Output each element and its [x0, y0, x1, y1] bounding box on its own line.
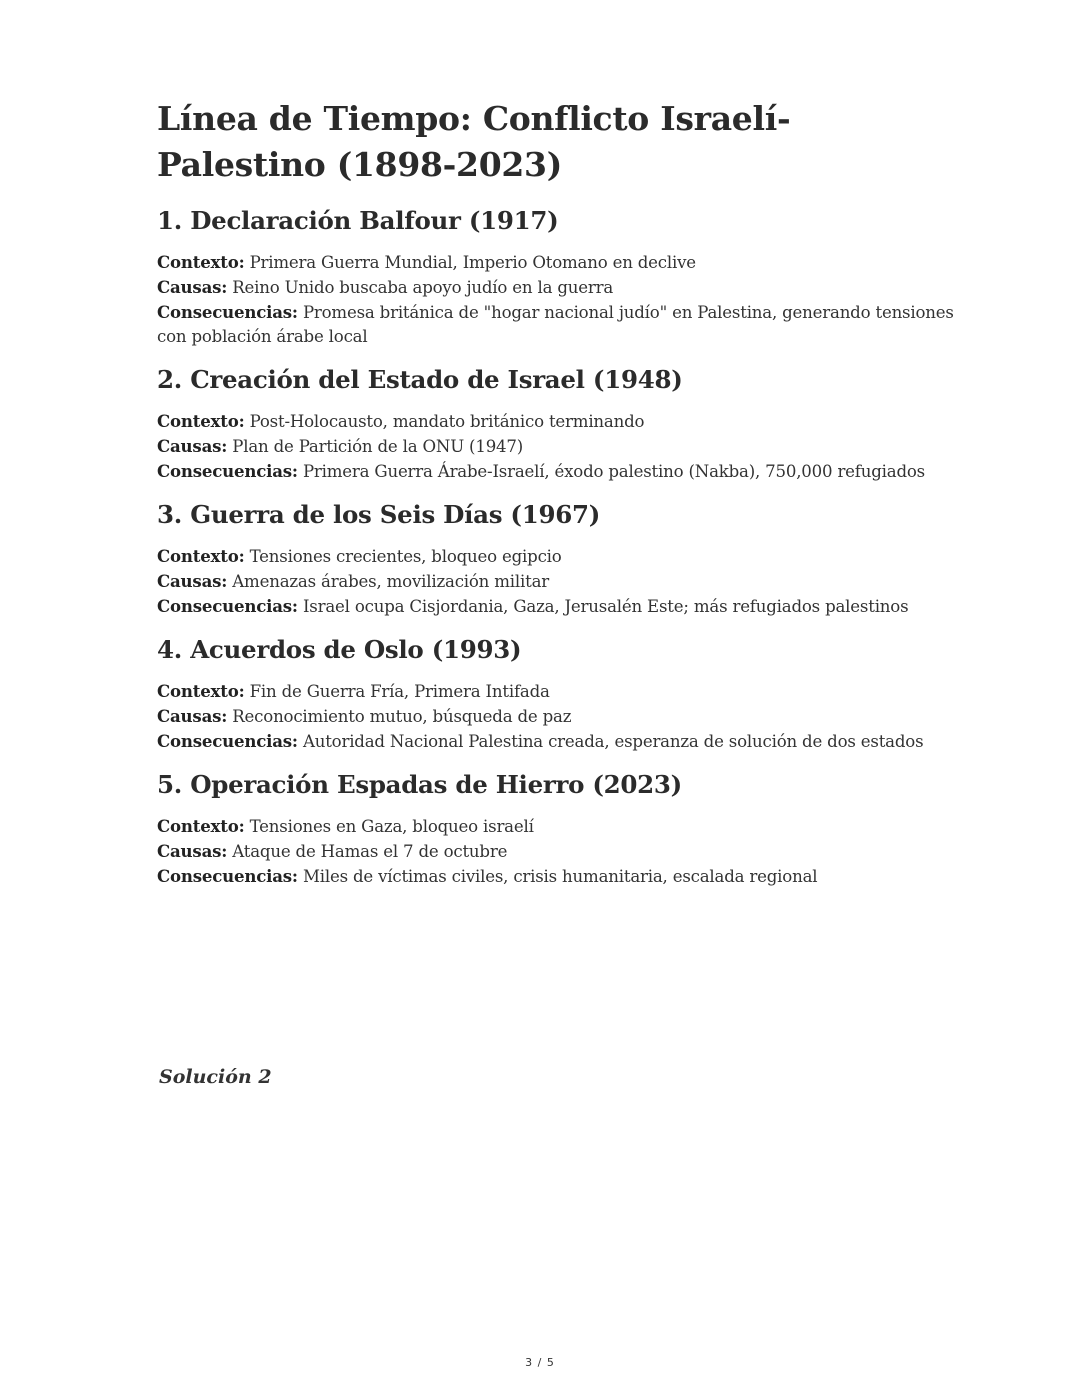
context-label: Contexto: — [157, 546, 245, 566]
consequences-field — [157, 864, 957, 889]
context-label: Contexto: — [157, 411, 245, 431]
context-text: Tensiones en Gaza, bloqueo israelí — [249, 817, 534, 836]
consequences-text: Promesa británica de "hogar nacional judío" en Palestina, generando tensiones con población árabe local — [157, 303, 954, 346]
section-body — [157, 250, 957, 349]
page-number: 3 / 5 — [525, 1356, 555, 1369]
section-heading: 3. Guerra de los Seis Días (1967) — [157, 500, 601, 529]
context-field — [157, 814, 957, 839]
section-heading: 5. Operación Espadas de Hierro (2023) — [157, 770, 682, 799]
section-heading: 4. Acuerdos de Oslo (1993) — [157, 635, 522, 664]
timeline-section-balfour — [157, 204, 957, 349]
context-label: Contexto: — [157, 681, 245, 701]
consequences-label: Consecuencias: — [157, 731, 298, 751]
causes-text: Reino Unido buscaba apoyo judío en la guerra — [232, 278, 614, 297]
causes-text: Amenazas árabes, movilización militar — [232, 572, 549, 591]
section-heading: 1. Declaración Balfour (1917) — [157, 206, 559, 235]
context-label: Contexto: — [157, 252, 245, 272]
consequences-text: Israel ocupa Cisjordania, Gaza, Jerusalén Este; más refugiados palestinos — [302, 597, 909, 616]
context-field — [157, 409, 957, 434]
causes-field — [157, 704, 957, 729]
context-text: Primera Guerra Mundial, Imperio Otomano en declive — [249, 253, 696, 272]
consequences-field — [157, 459, 957, 484]
causes-label: Causas: — [157, 841, 228, 861]
context-field — [157, 679, 957, 704]
consequences-text: Autoridad Nacional Palestina creada, esperanza de solución de dos estados — [302, 732, 924, 751]
timeline-section-israel-creation — [157, 363, 957, 484]
consequences-field — [157, 729, 957, 754]
consequences-label: Consecuencias: — [157, 596, 298, 616]
consequences-label: Consecuencias: — [157, 866, 298, 886]
causes-field — [157, 839, 957, 864]
solution-label: Solución 2 — [159, 1066, 272, 1088]
causes-text: Ataque de Hamas el 7 de octubre — [232, 842, 508, 861]
timeline-section-oslo-accords — [157, 633, 957, 754]
causes-field — [157, 434, 957, 459]
consequences-field — [157, 594, 957, 619]
context-field — [157, 250, 957, 275]
causes-label: Causas: — [157, 277, 228, 297]
consequences-text: Primera Guerra Árabe-Israelí, éxodo palestino (Nakba), 750,000 refugiados — [302, 462, 925, 481]
consequences-text: Miles de víctimas civiles, crisis humanitaria, escalada regional — [302, 867, 818, 886]
consequences-field — [157, 300, 957, 349]
section-heading: 2. Creación del Estado de Israel (1948) — [157, 365, 683, 394]
page-content — [157, 96, 957, 889]
timeline-section-iron-swords — [157, 768, 957, 889]
section-body — [157, 544, 957, 619]
timeline-section-six-day-war — [157, 498, 957, 619]
section-body — [157, 814, 957, 889]
causes-field — [157, 275, 957, 300]
context-field — [157, 544, 957, 569]
section-body — [157, 409, 957, 484]
context-text: Tensiones crecientes, bloqueo egipcio — [249, 547, 562, 566]
context-label: Contexto: — [157, 816, 245, 836]
causes-text: Reconocimiento mutuo, búsqueda de paz — [232, 707, 572, 726]
section-body — [157, 679, 957, 754]
causes-label: Causas: — [157, 436, 228, 456]
consequences-label: Consecuencias: — [157, 302, 298, 322]
causes-label: Causas: — [157, 706, 228, 726]
context-text: Post-Holocausto, mandato británico terminando — [249, 412, 645, 431]
document-title: Línea de Tiempo: Conflicto Israelí-Palestino (1898-2023) — [157, 99, 791, 184]
causes-field — [157, 569, 957, 594]
causes-label: Causas: — [157, 571, 228, 591]
context-text: Fin de Guerra Fría, Primera Intifada — [249, 682, 550, 701]
causes-text: Plan de Partición de la ONU (1947) — [232, 437, 524, 456]
consequences-label: Consecuencias: — [157, 461, 298, 481]
